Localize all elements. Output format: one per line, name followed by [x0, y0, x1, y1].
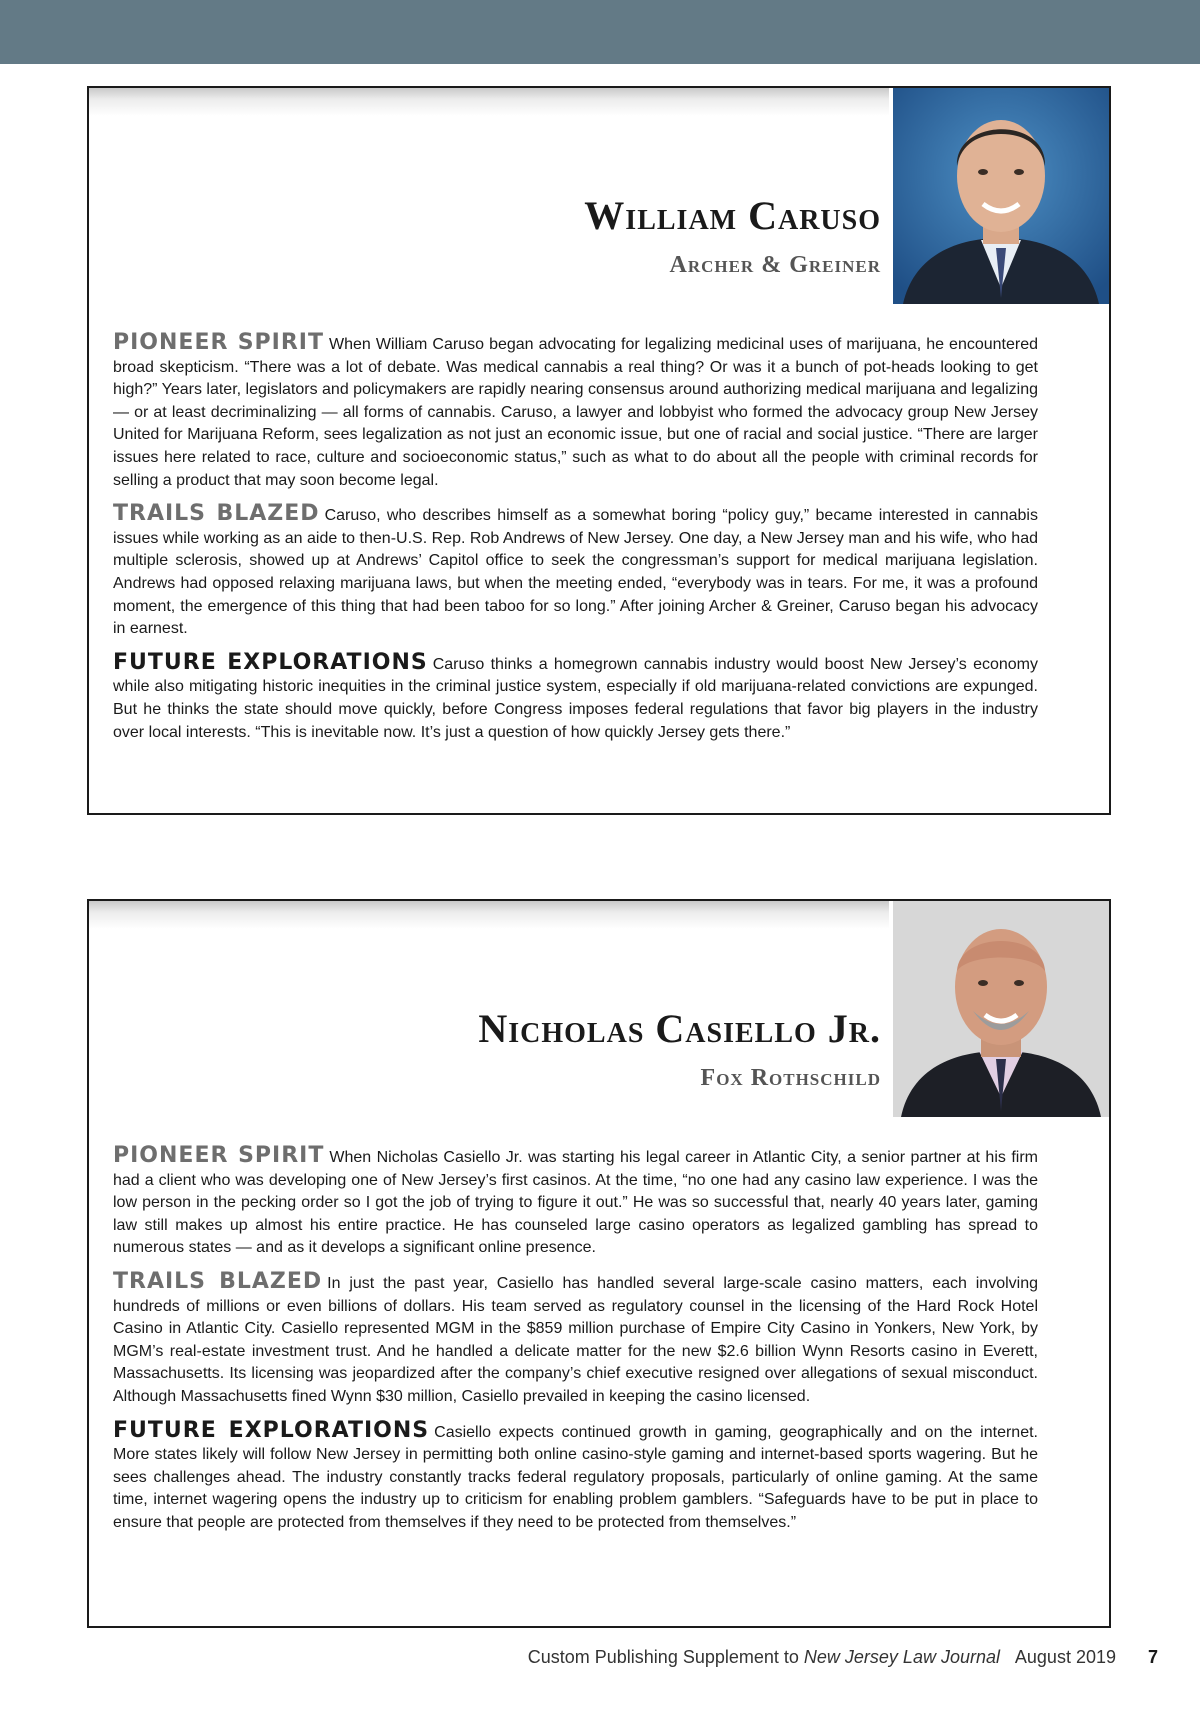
publication-credit: [528, 1647, 1000, 1668]
profile-body: [113, 332, 1038, 755]
section-text: Caruso, who describes himself as a somewhat boring “policy guy,” became interested in cannabis issues while working as an aide to then-U.S. Rep. Rob Andrews of New Jersey. One day, a New Jersey man and his wife, who had multiple sclerosis, showed up at Andrews’ Capitol office to seek the congressman’s support for medical marijuana legislation. Andrews had opposed relaxing marijuana laws, but when the meeting ended, “everybody was in tears. For me, it was a profound moment, the emergence of this thing that had been taboo for so long.” After joining Archer & Greiner, Caruso began his advocacy in earnest.: [113, 507, 1038, 638]
section-label: TRAILS BLAZED: [113, 1268, 323, 1294]
section-text: Casiello expects continued growth in gaming, geographically and on the internet. More states likely will follow New Jersey in permitting both online casino-style gaming and internet-based sports wagering. But he sees challenges ahead. The industry constantly tracks federal regulatory proposals, particularly of online gaming. At the same time, internet wagering opens the industry up to criticism for enabling problem gamblers. “Safeguards have to be put in place to ensure that people are protected from themselves if they need to be protected from themselves.”: [113, 1423, 1038, 1531]
page-footer: [0, 1647, 1200, 1671]
profile-card: [87, 86, 1111, 815]
card-shade: [89, 88, 889, 116]
publication-prefix: Custom Publishing Supplement to: [527, 1647, 804, 1667]
future-explorations-paragraph: [113, 649, 1038, 744]
card-shade: [89, 901, 889, 929]
section-text: In just the past year, Casiello has handled several large-scale casino matters, each involving hundreds of millions or even billions of dollars. His team served as regulatory counsel in the licensing of the Hard Rock Hotel Casino in Atlantic City. Casiello represented MGM in the $859 million purchase of Empire City Casino in Yonkers, New York, by MGM’s real-estate investment trust. And he handled a delicate matter for the new $2.6 billion Wynn Resorts casino in Everett, Massachusetts. Its licensing was jeopardized after the company’s chief executive resigned over allegations of sexual misconduct. Although Massachusetts fined Wynn $30 million, Casiello prevailed in keeping the casino licensed.: [113, 1274, 1038, 1405]
trails-blazed-paragraph: [113, 1268, 1038, 1409]
profile-firm: Archer & Greiner: [669, 252, 881, 278]
publication-title: New Jersey Law Journal: [803, 1647, 1000, 1667]
profile-photo: [893, 88, 1109, 304]
section-label: FUTURE EXPLORATIONS: [113, 649, 428, 675]
section-label: PIONEER SPIRIT: [113, 1143, 325, 1168]
section-label: FUTURE EXPLORATIONS: [113, 1417, 430, 1443]
profile-body: [113, 1145, 1038, 1546]
section-text: When Nicholas Casiello Jr. was starting his legal career in Atlantic City, a senior partner at his firm had a client who was developing one of New Jersey’s first casinos. At the time, “no one had any casino law experience. I was the low person in the pecking order so I got the job of trying to figure it out.” He was so successful that, nearly 40 years later, gaming law still makes up almost his entire practice. He has counseled large casino operators as legalized gambling has spread to numerous states — and as it develops a significant online presence.: [113, 1149, 1038, 1257]
issue-date: August 2019: [1014, 1647, 1116, 1667]
header-bar: [0, 0, 1200, 64]
section-label: TRAILS BLAZED: [113, 501, 320, 527]
pioneer-spirit-paragraph: [113, 332, 1038, 492]
profile-name: Nicholas Casiello Jr.: [478, 1006, 881, 1051]
profile-photo: [893, 901, 1109, 1117]
pioneer-spirit-paragraph: [113, 1145, 1038, 1260]
page-number: 7: [1147, 1647, 1158, 1667]
section-label: PIONEER SPIRIT: [113, 330, 324, 355]
profile-name: William Caruso: [584, 193, 881, 238]
future-explorations-paragraph: [113, 1417, 1038, 1535]
section-text: When William Caruso began advocating for legalizing medicinal uses of marijuana, he encountered broad skepticism. “There was a lot of debate. Was medical cannabis a real thing? Or was it a bunch of pot-heads looking to get high?” Years later, legislators and policymakers are rapidly nearing consensus around authorizing medical marijuana and legalizing — or at least decriminalizing — all forms of cannabis. Caruso, a lawyer and lobbyist who formed the advocacy group New Jersey United for Marijuana Reform, sees legalization as not just an economic issue, but one of racial and social justice. “There are larger issues here related to race, culture and socioeconomic status,” such as what to do about all the people with criminal records for selling a product that may soon become legal.: [113, 336, 1039, 489]
trails-blazed-paragraph: [113, 503, 1038, 641]
profile-firm: Fox Rothschild: [700, 1065, 881, 1091]
profile-card: [87, 899, 1111, 1628]
section-text: Caruso thinks a homegrown cannabis industry would boost New Jersey’s economy while also mitigating historic inequities in the criminal justice system, especially if old marijuana-related convictions are expunged. But he thinks the state should move quickly, before Congress imposes federal regulations that favor big players in the industry over local interests. “This is inevitable now. It’s just a question of how quickly Jersey gets there.”: [113, 655, 1038, 741]
